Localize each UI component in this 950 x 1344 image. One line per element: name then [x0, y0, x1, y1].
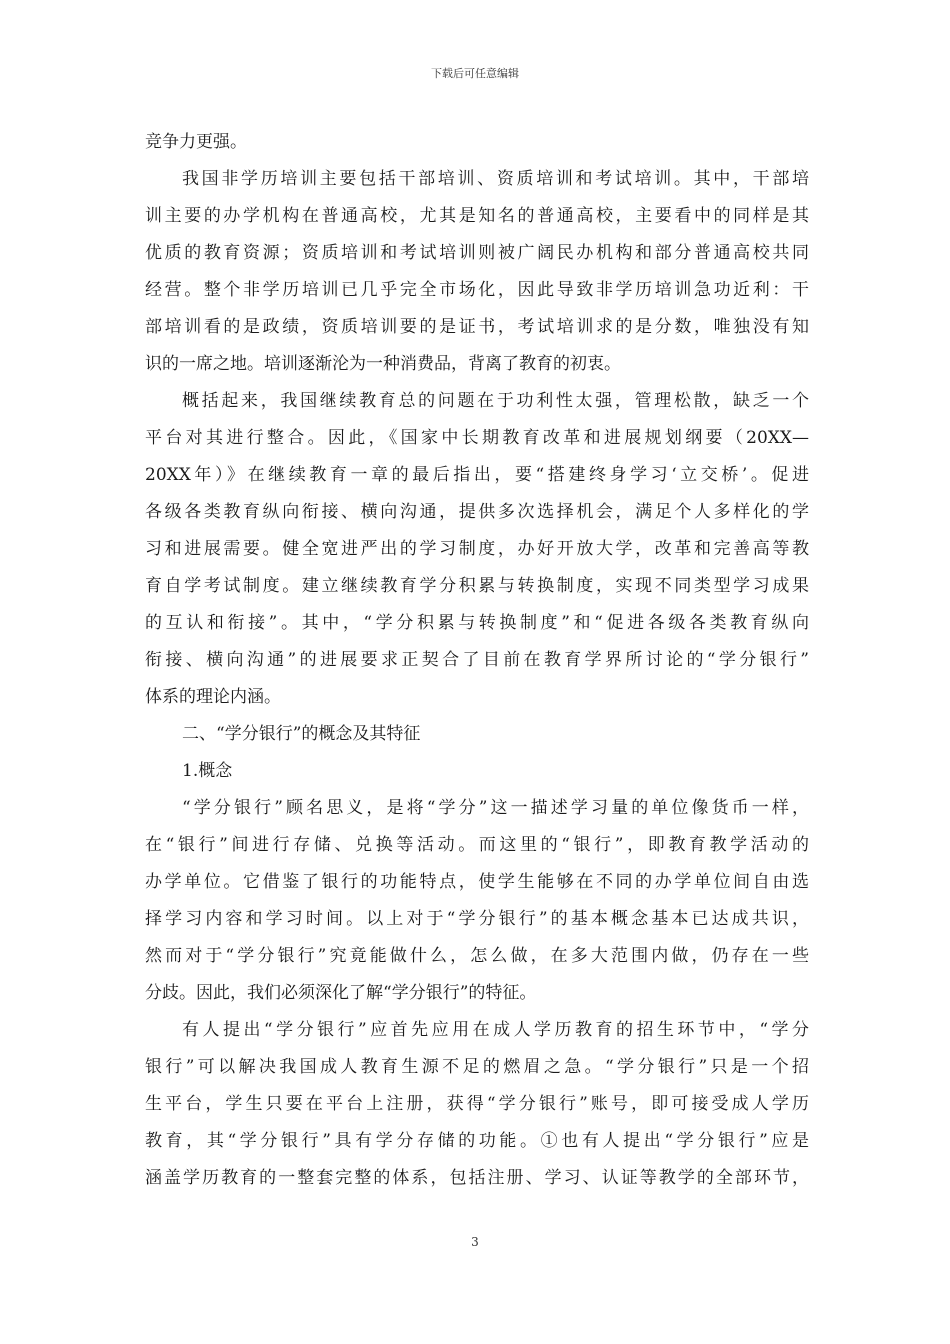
text-line: 20XX年）》在继续教育一章的最后指出，要“搭建终身学习‘立交桥’。促进 [145, 465, 809, 485]
text-line: 分歧。因此，我们必须深化了解“学分银行”的特征。 [145, 983, 537, 1003]
text-line: 部培训看的是政绩，资质培训要的是证书，考试培训求的是分数，唯独没有知 [145, 317, 809, 337]
text-line: 涵盖学历教育的一整套完整的体系，包括注册、学习、认证等教学的全部环节， [145, 1168, 809, 1188]
text-line: 有人提出“学分银行”应首先应用在成人学历教育的招生环节中，“学分 [182, 1020, 809, 1040]
text-line: 的互认和衔接”。其中，“学分积累与转换制度”和“促进各级各类教育纵向 [145, 613, 809, 633]
text-line: 办学单位。它借鉴了银行的功能特点，使学生能够在不同的办学单位间自由选 [145, 872, 809, 892]
text-line: 平台对其进行整合。因此，《国家中长期教育改革和进展规划纲要（20XX— [145, 428, 809, 448]
text-line: 二、“学分银行”的概念及其特征 [182, 724, 421, 744]
text-line: 训主要的办学机构在普通高校，尤其是知名的普通高校，主要看中的同样是其 [145, 206, 809, 226]
text-line: 体系的理论内涵。 [145, 687, 281, 707]
page-number: 3 [471, 1235, 479, 1249]
text-line: 教育，其“学分银行”具有学分存储的功能。①也有人提出“学分银行”应是 [145, 1131, 809, 1151]
text-line: 识的一席之地。培训逐渐沦为一种消费品，背离了教育的初衷。 [145, 354, 621, 374]
page-header: 下载后可任意编辑 [431, 67, 519, 80]
text-line: 概括起来，我国继续教育总的问题在于功利性太强，管理松散，缺乏一个 [182, 391, 809, 411]
text-line: 衔接、横向沟通”的进展要求正契合了目前在教育学界所讨论的“学分银行” [145, 650, 809, 670]
text-line: “学分银行”顾名思义，是将“学分”这一描述学习量的单位像货币一样， [182, 798, 809, 818]
text-line: 育自学考试制度。建立继续教育学分积累与转换制度，实现不同类型学习成果 [145, 576, 809, 596]
text-line: 经营。整个非学历培训已几乎完全市场化，因此导致非学历培训急功近利：干 [145, 280, 809, 300]
text-line: 优质的教育资源；资质培训和考试培训则被广阔民办机构和部分普通高校共同 [145, 243, 809, 263]
text-line: 习和进展需要。健全宽进严出的学习制度，办好开放大学，改革和完善高等教 [145, 539, 809, 559]
text-line: 1.概念 [182, 761, 233, 781]
document-body [145, 124, 809, 1197]
text-line: 银行”可以解决我国成人教育生源不足的燃眉之急。“学分银行”只是一个招 [145, 1057, 809, 1077]
text-line: 竞争力更强。 [145, 132, 247, 152]
text-line: 生平台，学生只要在平台上注册，获得“学分银行”账号，即可接受成人学历 [145, 1094, 809, 1114]
text-line: 在“银行”间进行存储、兑换等活动。而这里的“银行”，即教育教学活动的 [145, 835, 809, 855]
text-line: 然而对于“学分银行”究竟能做什么，怎么做，在多大范围内做，仍存在一些 [145, 946, 809, 966]
text-line: 我国非学历培训主要包括干部培训、资质培训和考试培训。其中，干部培 [182, 169, 809, 189]
text-line: 择学习内容和学习时间。以上对于“学分银行”的基本概念基本已达成共识， [145, 909, 809, 929]
text-line: 各级各类教育纵向衔接、横向沟通，提供多次选择机会，满足个人多样化的学 [145, 502, 809, 522]
